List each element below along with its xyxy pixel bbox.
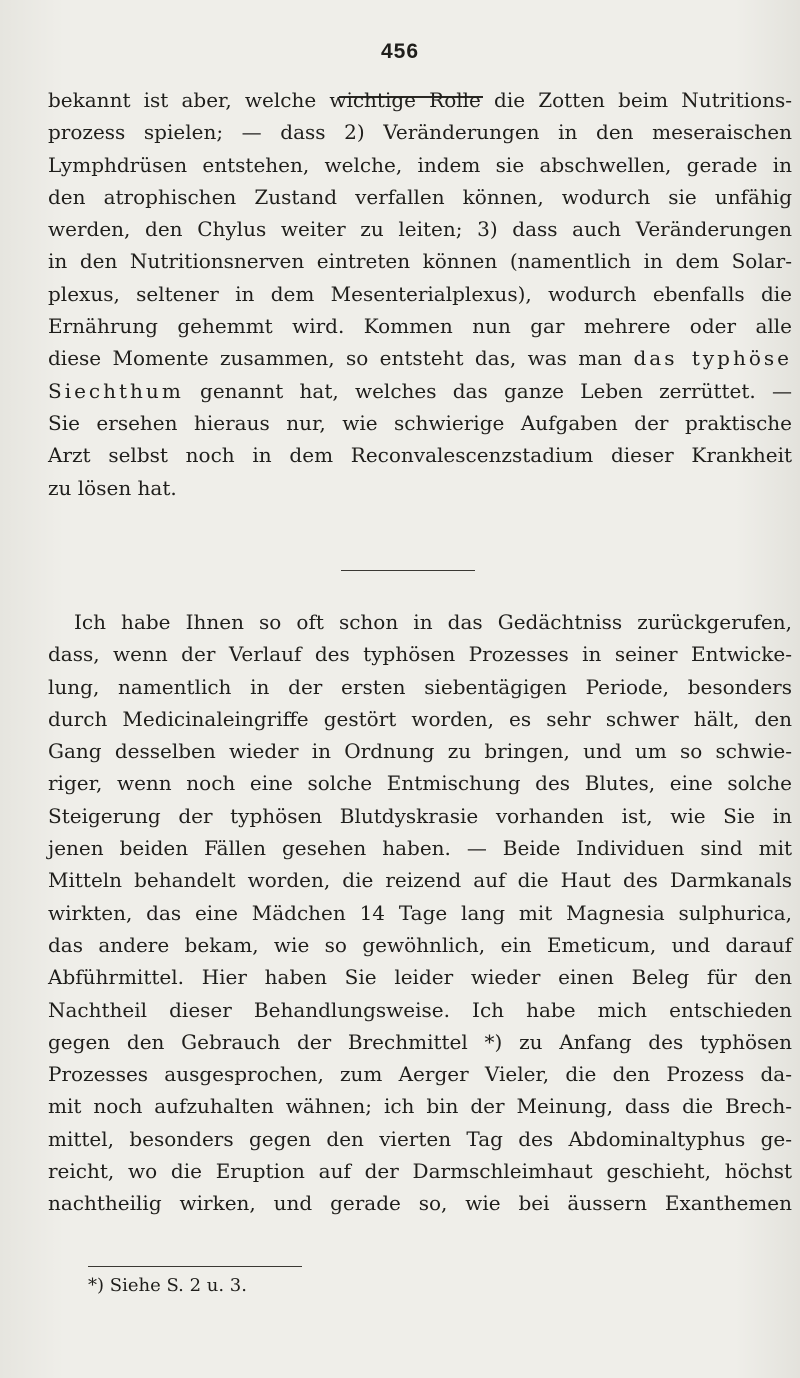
text-line: reicht, wo die Eruption auf der Darmschleimhaut geschieht, höchst	[48, 1159, 792, 1184]
text-line	[48, 375, 792, 407]
text-line: Ich habe Ihnen so oft schon in das Gedächtniss zurückgerufen,	[74, 610, 792, 634]
text-segment: diese Momente zusammen, so entsteht das, was man	[48, 346, 623, 371]
section-divider	[341, 570, 475, 571]
text-line: durch Medicinaleingriffe gestört worden, es sehr schwer hält, den	[48, 706, 792, 731]
text-line: das andere bekam, wie so gewöhnlich, ein Emeticum, und darauf	[48, 932, 792, 957]
text-line: riger, wenn noch eine solche Entmischung des Blutes, eine solche	[48, 771, 792, 796]
text-line: werden, den Chylus weiter zu leiten; 3) dass auch Veränderungen	[48, 217, 792, 242]
text-line: bekannt ist aber, welche wichtige Rolle die Zotten beim Nutritions-	[48, 88, 792, 112]
text-line: mit noch aufzuhalten wähnen; ich bin der Meinung, dass die Brech-	[48, 1094, 792, 1119]
text-line: wirkten, das eine Mädchen 14 Tage lang mit Magnesia sulphurica,	[48, 900, 792, 925]
page-number: 456	[380, 40, 420, 63]
text-line: Steigerung der typhösen Blutdyskrasie vorhanden ist, wie Sie in	[48, 803, 792, 828]
text-line: Lymphdrüsen entstehen, welche, indem sie abschwellen, gerade in	[48, 152, 792, 177]
text-segment: genannt hat, welches das ganze Leben zerrüttet. —	[200, 378, 793, 403]
text-line: nachtheilig wirken, und gerade so, wie bei äussern Exanthemen	[48, 1191, 792, 1216]
footnote-rule	[88, 1266, 302, 1267]
text-line: Arzt selbst noch in dem Reconvalescenzstadium dieser Krankheit	[48, 443, 792, 468]
emphasized-term: Siechthum	[48, 378, 184, 403]
text-line: Ernährung gehemmt wird. Kommen nun gar mehrere oder alle	[48, 314, 792, 339]
text-line: den atrophischen Zustand verfallen können, wodurch sie unfähig	[48, 184, 792, 209]
text-line: Mitteln behandelt worden, die reizend auf die Haut des Darmkanals	[48, 868, 792, 893]
text-line: jenen beiden Fällen gesehen haben. — Beide Individuen sind mit	[48, 836, 792, 861]
paragraph-1	[48, 84, 792, 504]
text-line: mittel, besonders gegen den vierten Tag des Abdominaltyphus ge-	[48, 1126, 792, 1151]
text-line: Prozesses ausgesprochen, zum Aerger Vieler, die den Prozess da-	[48, 1062, 792, 1087]
footnote: *) Siehe S. 2 u. 3.	[88, 1275, 247, 1296]
text-line: Nachtheil dieser Behandlungsweise. Ich habe mich entschieden	[48, 997, 792, 1022]
paragraph-2	[48, 606, 792, 1220]
text-line: Gang desselben wieder in Ordnung zu bringen, und um so schwie-	[48, 739, 792, 764]
text-line: prozess spielen; — dass 2) Veränderungen in den meseraischen	[48, 120, 792, 145]
text-line: plexus, seltener in dem Mesenterialplexus), wodurch ebenfalls die	[48, 281, 792, 306]
text-line: gegen den Gebrauch der Brechmittel *) zu Anfang des typhösen	[48, 1029, 792, 1054]
text-line	[48, 342, 792, 374]
text-line: dass, wenn der Verlauf des typhösen Prozesses in seiner Entwicke-	[48, 642, 792, 667]
text-line: Sie ersehen hieraus nur, wie schwierige Aufgaben der praktische	[48, 410, 792, 435]
text-line: in den Nutritionsnerven eintreten können (namentlich in dem Solar-	[48, 249, 792, 274]
emphasized-term: das typhöse	[633, 346, 793, 371]
text-line: Abführmittel. Hier haben Sie leider wieder einen Beleg für den	[48, 965, 792, 990]
text-line: zu lösen hat.	[48, 475, 177, 500]
text-line: lung, namentlich in der ersten siebentägigen Periode, besonders	[48, 674, 792, 699]
